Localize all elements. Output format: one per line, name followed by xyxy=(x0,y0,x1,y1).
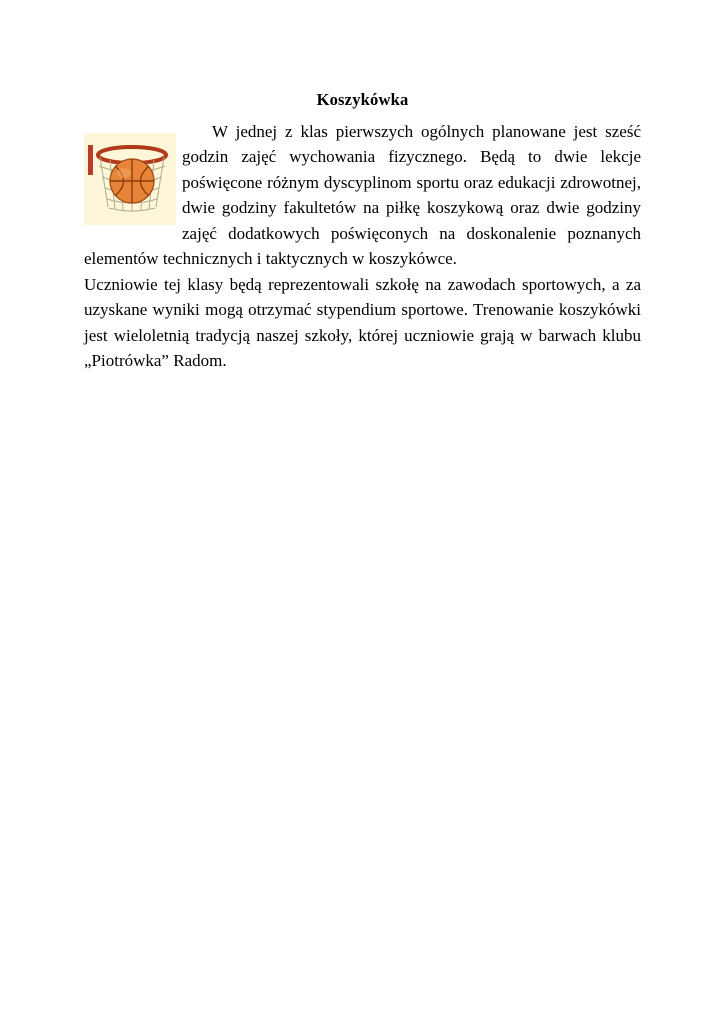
paragraph-2: Uczniowie tej klasy będą reprezentowali szkołę na zawodach sportowych, a za uzyskane wyniki mogą otrzymać stypendium sportowe. Trenowanie koszykówki jest wieloletnią tradycją naszej szkoły, której uczniowie grają w barwach klubu „Piotrówka” Radom. xyxy=(84,274,641,371)
basketball-hoop-image xyxy=(84,133,176,225)
document-body xyxy=(84,119,641,374)
paragraph-1: W jednej z klas pierwszych ogólnych planowane jest sześć godzin zajęć wychowania fizycznego. Będą to dwie lekcje poświęcone różnym dyscyplinom sportu oraz edukacji zdrowotnej, dwie godziny fakultetów na piłkę koszykową oraz dwie godziny zajęć dodatkowych poświęconych na doskonalenie poznanych elementów technicznych i taktycznych w koszykówce. xyxy=(84,121,641,269)
page-title: Koszykówka xyxy=(316,90,409,109)
